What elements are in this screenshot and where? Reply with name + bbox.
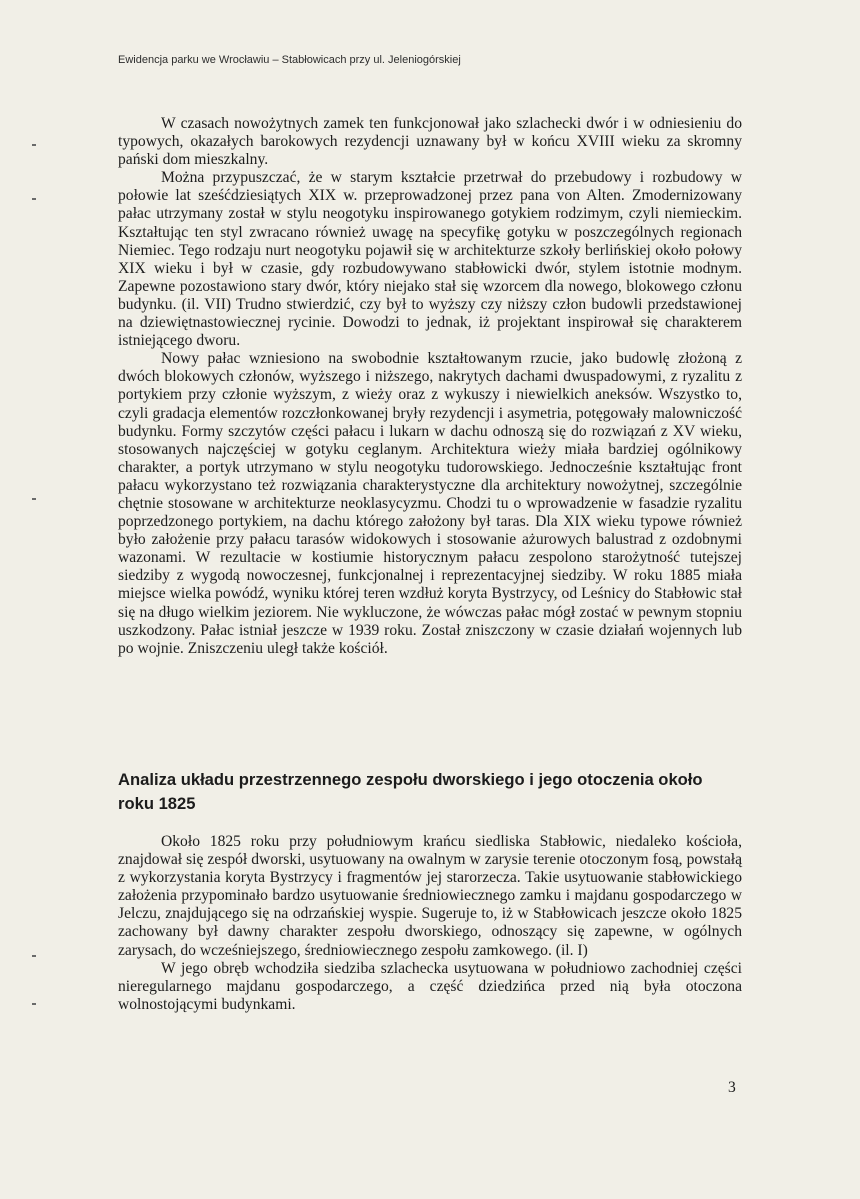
scan-margin-mark bbox=[32, 198, 36, 200]
paragraph: W jego obręb wchodziła siedziba szlachecka usytuowana w południowo zachodniej części nieregularnego majdanu gospodarczego, a część dziedzińca przed nią była otoczona wolnostojącymi budynkami. bbox=[118, 959, 742, 1013]
paragraph: Nowy pałac wzniesiono na swobodnie kształtowanym rzucie, jako budowlę złożoną z dwóch blokowych członów, wyższego i niższego, nakrytych dachami dwuspadowymi, z ryzalitu z portykiem przy członie wyższym, z wieży oraz z wykuszy i niewielkich aneksów. Wszystko to, czyli gradacja elementów rozczłonkowanej bryły rezydencji i asymetria, potęgowały malowniczość budynku. Formy szczytów części pałacu i lukarn w dachu odnoszą się do rozwiązań z XV wieku, stosowanych najczęściej w gotyku ceglanym. Architektura wieży miała bardziej ogólnikowy charakter, a portyk utrzymano w stylu neogotyku tudorowskiego. Jednocześnie kształtując front pałacu wykorzystano też rozwiązania charakterystyczne dla architektury nowożytnej, szczególnie chętnie stosowane w architekturze neoklasycyzmu. Chodzi tu o wprowadzenie w fasadzie ryzalitu poprzedzonego portykiem, na dachu którego założony był taras. Dla XIX wieku typowe również było założenie przy pałacu tarasów widokowych i stosowanie ażurowych balustrad z ozdobnymi wazonami. W rezultacie w kostiumie historycznym pałacu zespolono starożytność tutejszej siedziby z wygodą nowoczesnej, funkcjonalnej i reprezentacyjnej siedziby. W roku 1885 miała miejsce wielka powódź, wyniku której teren wzdłuż koryta Bystrzycy, od Leśnicy do Stabłowic stał się na długo wielkim jeziorem. Nie wykluczone, że wówczas pałac mógł zostać w pewnym stopniu uszkodzony. Pałac istniał jeszcze w 1939 roku. Został zniszczony w czasie działań wojennych lub po wojnie. Zniszczeniu uległ także kościół. bbox=[118, 350, 742, 657]
running-header: Ewidencja parku we Wrocławiu – Stabłowicach przy ul. Jeleniogórskiej bbox=[118, 54, 461, 66]
section-body-history bbox=[118, 115, 742, 658]
scan-margin-mark bbox=[32, 1003, 36, 1005]
scan-margin-mark bbox=[32, 498, 36, 500]
paragraph: W czasach nowożytnych zamek ten funkcjonował jako szlachecki dwór i w odniesieniu do typowych, okazałych barokowych rezydencji uznawany był w końcu XVIII wieku za skromny pański dom mieszkalny. bbox=[118, 115, 742, 169]
section-body-analysis bbox=[118, 833, 742, 1014]
scan-margin-mark bbox=[32, 144, 36, 146]
page-number: 3 bbox=[728, 1079, 736, 1096]
paragraph: Około 1825 roku przy południowym krańcu siedliska Stabłowic, niedaleko kościoła, znajdował się zespół dworski, usytuowany na owalnym w zarysie terenie otoczonym fosą, powstałą z wykorzystania koryta Bystrzycy i fragmentów jej starorzecza. Takie usytuowanie stabłowickiego założenia przypominało bardzo usytuowanie średniowiecznego zamku i majdanu gospodarczego w Jelczu, znajdującego się na odrzańskiej wyspie. Sugeruje to, iż w Stabłowicach jeszcze około 1825 zachowany był dawny charakter zespołu dworskiego, odnoszący się zapewne, w ogólnych zarysach, do wcześniejszego, średniowiecznego zespołu zamkowego. (il. I) bbox=[118, 833, 742, 959]
section-heading: Analiza układu przestrzennego zespołu dworskiego i jego otoczenia około roku 1825 bbox=[118, 770, 703, 813]
scan-margin-mark bbox=[32, 955, 36, 957]
paragraph: Można przypuszczać, że w starym kształcie przetrwał do przebudowy i rozbudowy w połowie lat sześćdziesiątych XIX w. przeprowadzonej przez pana von Alten. Zmodernizowany pałac utrzymany został w stylu neogotyku inspirowanego gotykiem rodzimym, czyli niemieckim. Kształtując ten styl zwracano również uwagę na specyfikę gotyku w poszczególnych regionach Niemiec. Tego rodzaju nurt neogotyku pojawił się w architekturze szkoły berlińskiej około połowy XIX wieku i był w czasie, gdy rozbudowywano stabłowicki dwór, stylem istotnie modnym. Zapewne pozostawiono stary dwór, który niejako stał się wzorcem dla nowego, blokowego członu budynku. (il. VII) Trudno stwierdzić, czy był to wyższy czy niższy człon budowli przedstawionej na dziewiętnastowiecznej rycinie. Dowodzi to jednak, iż projektant inspirował się charakterem istniejącego dworu. bbox=[118, 169, 742, 350]
